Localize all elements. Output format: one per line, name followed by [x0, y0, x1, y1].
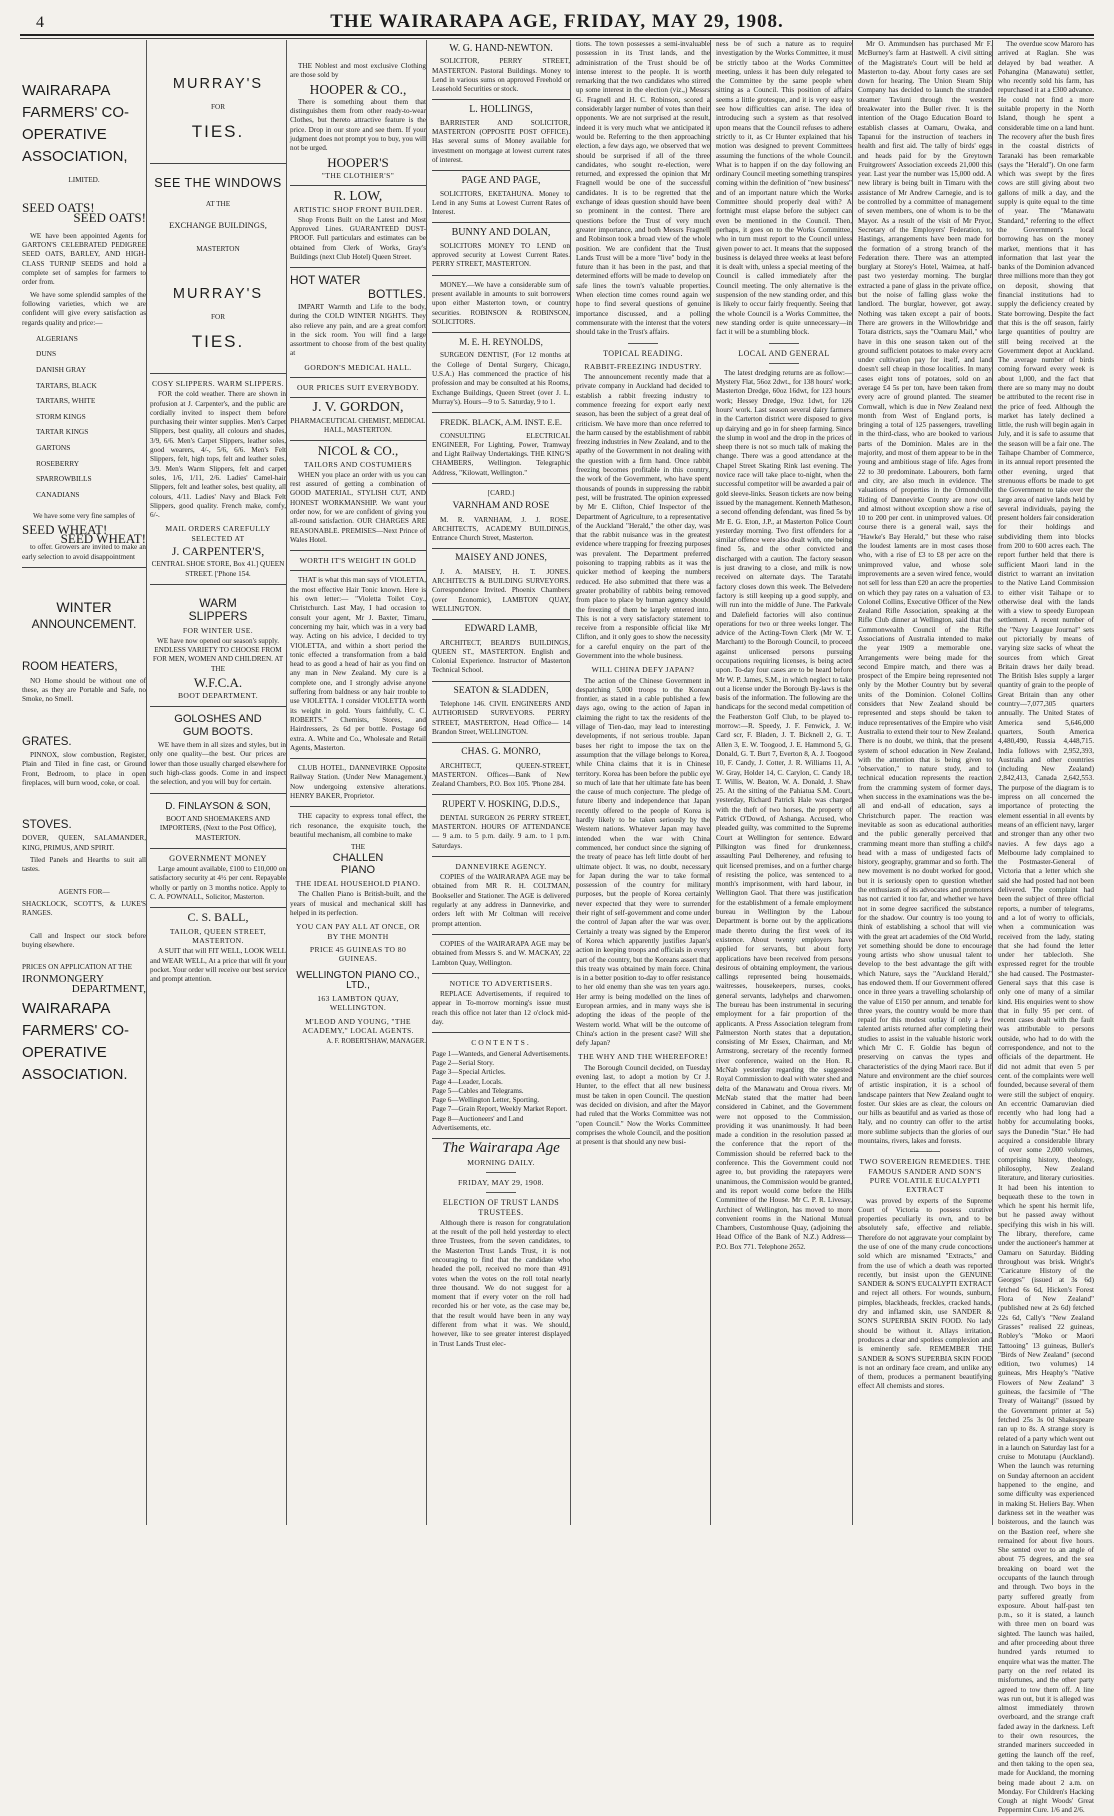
- masthead-rule: [20, 38, 1094, 39]
- local-agents-label: M'LEOD AND YOUNG, "THE ACADEMY," LOCAL AGENTS.: [302, 1016, 414, 1035]
- wfca-heading: W.F.C.A.: [193, 674, 243, 690]
- grates-text: PINNOX, slow combustion, Register, Plain and Tiled in fine cast, or Ground Front, Bedroom, to place in open fireplaces, will burn wood, coke, or coal.: [22, 750, 146, 787]
- farmers-association-footer: WAIRARAPA FARMERS' CO-OPERATIVE ASSOCIATION.: [22, 1000, 130, 1083]
- list-item: Page 5—Cables and Telegrams.: [432, 1086, 524, 1095]
- nicol-heading: NICOL & CO.,: [317, 443, 399, 459]
- why-heading: THE WHY AND THE WHEREFORE!: [578, 1052, 708, 1062]
- list-item: Page 4—Leader, Locals.: [432, 1077, 503, 1086]
- gov-money-heading: GOVERNMENT MONEY: [169, 853, 267, 863]
- list-item: Page 3—Special Articles.: [432, 1068, 506, 1077]
- limited-label: LIMITED.: [68, 176, 100, 184]
- room-heaters-heading: ROOM HEATERS,: [22, 661, 118, 674]
- farmers-association-heading: WAIRARAPA FARMERS' CO-OPERATIVE ASSOCIATION,: [22, 82, 130, 165]
- murrays-heading-2: MURRAY'S: [172, 286, 264, 303]
- finlayson-heading: D. FINLAYSON & SON,: [165, 800, 271, 812]
- worth-heading: WORTH IT'S WEIGHT IN GOLD: [299, 556, 417, 566]
- dannevirke-heading: DANNEVIRKE AGENCY.: [455, 861, 547, 871]
- varnham-text: M. R. VARNHAM, J. J. ROSE. ARCHITECTS, ACADEMY BUILDINGS, Entrance Church Street, Masterton.: [432, 515, 570, 543]
- maisey-heading: MAISEY AND JONES,: [455, 553, 547, 564]
- page-heading: PAGE AND PAGE,: [461, 175, 541, 187]
- why-text: The Borough Council decided, on Tuesday evening last, to adopt a motion by Cr J. Hunter, to the effect that all new business must be taken in open Council. The question was decided on division, and after the Mayor had ruled that the Works Committee was not "open Council." Now the Works Committee comprises the whole Council, and the position at present is that should any new busi-: [576, 1063, 710, 1147]
- hoopers-heading: HOOPER'S: [327, 154, 389, 170]
- clothiers-label: "THE CLOTHIER'S": [321, 170, 395, 180]
- ball-text: A SUIT that will FIT WELL, LOOK WELL and WEAR WELL, At a price that will fit your pocket. Your order will receive our best service and prompt attention.: [150, 947, 286, 984]
- bottles-text: IMPART Warmth and Life to the body, during the COLD WINTER NIGHTS. They also relieve any pain, and are a great comfort in the sick room. You will find a large assortment to choose from of the best quality at: [290, 302, 426, 358]
- challen-subheading: THE IDEAL HOUSEHOLD PIANO.: [295, 879, 421, 889]
- list-item: GARTONS: [36, 443, 71, 453]
- column-2: [150, 40, 287, 1525]
- lambton-address: 163 LAMBTON QUAY, WELLINGTON.: [317, 994, 399, 1013]
- gordons-hall-label: GORDON'S MEDICAL HALL.: [304, 362, 412, 372]
- list-item: TARTAR KINGS: [36, 427, 89, 437]
- ball-heading: C. S. BALL,: [187, 910, 249, 925]
- seaton-text: Telephone 146. CIVIL ENGINEERS AND AUTHORISED SURVEYORS. PERRY STREET, MASTERTON, Head Office— 14 Brandon Street, WELLINGTON.: [432, 700, 570, 736]
- winter-heading: WINTER: [56, 598, 112, 615]
- election-text: Although there is reason for congratulation at the result of the poll held yesterday to elect three Trustees, from the seven candidates, to the Masterton Trust Lands Trust, it is not encouraging to find that the candidate who headed the poll, received no more than 491 votes when the votes on the roll total nearly three thousand. We do not suggest for a moment that if every voter on the roll had recorded his or her vote, as the case may be, that the result would have been in any way different from what it was. We should, however, like to see greater interest displayed in Trust Lands Trust elec-: [432, 1218, 570, 1348]
- column-1: [22, 40, 147, 1525]
- seed-wheat-heading-1: SEED WHEAT!: [22, 521, 108, 537]
- exchange-buildings-label: EXCHANGE BUILDINGS,: [169, 220, 267, 231]
- hosking-heading: RUPERT V. HOSKING, D.D.S.,: [442, 799, 560, 810]
- column-8: [998, 40, 1094, 1815]
- for-label-1: FOR: [211, 103, 225, 112]
- election-heading: ELECTION OF TRUST LANDS TRUSTEES.: [442, 1198, 560, 1217]
- murrays-heading-1: MURRAY'S: [172, 76, 264, 92]
- challen-text: THE capacity to express tonal effect, the rich resonance, the exquisite touch, the beautiful mechanism, all combine to make: [290, 812, 426, 839]
- finlayson-text: BOOT AND SHOEMAKERS AND IMPORTERS, (Next to the Post Office), MASTERTON.: [159, 814, 277, 842]
- hooper-heading: HOOPER & CO.,: [309, 81, 407, 97]
- china-heading: WILL CHINA DEFY JAPAN?: [591, 665, 695, 675]
- warm-heading: WARM: [199, 595, 237, 610]
- list-item: TARTARS, BLACK: [36, 380, 97, 390]
- bottles-heading: BOTTLES.: [367, 286, 426, 301]
- masterton-label: MASTERTON: [196, 244, 240, 253]
- list-item: DANISH GRAY: [36, 365, 87, 375]
- contents-heading: CONTENTS.: [471, 1038, 531, 1048]
- goloshes-text: WE have them in all sizes and styles, but in only one quality—the best. Our prices are lower than those usually charged elsewhere for such high-class goods. Come in and inspect the selection, and you will buy for certain.: [150, 741, 286, 787]
- low-heading: R. LOW,: [333, 188, 383, 204]
- bunny-heading: BUNNY AND DOLAN,: [451, 227, 551, 239]
- piano-heading: PIANO: [340, 863, 376, 876]
- lamb-text: ARCHITECT, BEARD'S BUILDINGS, QUEEN ST., MASTERTON. English and Colonial Experience. Instructor of Masterton Technical School.: [432, 638, 570, 675]
- rabbit-heading: RABBIT-FREEZING INDUSTRY.: [584, 361, 702, 371]
- news-items-text-2: The overdue scow Maroro has arrived at Raglan. She was delayed by bad weather. A Pohangina (Manawatu) settler, who recently sold his farm, has repurchased it at a £300 advance. He could not find a more suitable property in the North Island, though he spent a considerable time on a land hunt. The recovery after the bush fires in the coastal districts of Taranaki has been remarkable (says the "Herald"). On one farm which was swept by the fires cows are still giving about two gallons of milk a day, and the supply is quite equal to the time of year. The "Manawatu Standard," referring to the effect the Government's local borrowing has on the money market, mentions that it has information that last year the banks of the Dominion advanced three millions more than they got on deposit, showing that financial institutions had to supply the deficiency created by State borrowing. Despite the fact that this is the off season, fairly large quantities of poultry are still being received at the Government depot at Auckland. The average number of birds coming forward every week is about 1,000, and the fact that there are so many may no doubt be attributed to the recent rise in the price of feed. Although the market has lately declined a little, the rush will begin again in July, and it is safe to assume that the season will be a fair one. The Taihape Chamber of Commerce, in its annual report presented the other evening, urged that strenuous efforts be made to get the Government to take over the large area of native lands held by several individuals, paying the present holders fair consideration for their holdings and subdividing them into blocks from 200 to 600 acres each. The report further held that there is sufficient Maori land in the district to warrant an invitation to the Native Land Commission to either visit Taihape or to otherwise deal with the lands with a view to speedy European settlement. A recent number of the "Navy League Journal" sets out pictorially by means of varying size sacks of wheat the sources from which Great Britain draws her daily bread. The British Isles supply a larger quantity of grain to the people of Great Britain than any other country—7,077,305 quarters annually. The United States of America send 5,646,000 quarters, South America 4,480,490, Russia 4,448,715. India follows with 2,952,393, Australia and other countries (including New Zealand) 2,842,413, Canada 2,642,553. The purpose of the diagram is to impress on all concerned the importance of protecting the element essential in all events by means of an efficient navy, larger and stronger than any other two navies. A few days ago a Melbourne lady complained to the Postmaster-General of Victoria that a letter which she said she had posted had not been delivered. The complaint had been the subject of three official reports, a number of telegrams, and a lot of worry to officials, when a communication was received from the lady, stating that she had found the letter under her tablecloth. She expressed regret for the trouble she had caused. The Postmaster-General says that this case is only one of many of a similar kind. His enquiries went to show that in fully 95 per cent. of recent cases dealt with the fault was attributable to persons outside, who had to do with the correspondence, and not to the officials of the department. He did not admit that even 5 per cent. of the complaints were well founded, because several of them were still the subject of enquiry. An eccentric Oamaruvian died recently who had long had a hobby for accumulating books, says the Dunedin "Star." He had acquired a considerable library of over some 2,000 volumes, comprising history, theology, philosophy, New Zealand literature, and literary curiosities. It had been his intention to bequeath these to the town in which he spent his hermit life, but he passed away without specifying this wish in his will. The library, therefore, came under the auctioneer's hammer at Oamaru on Saturday. Bidding throughout was brisk. Wright's "Caricature History of the Georges" (issued at 3s 6d) fetched 6s 6d, Hicken's Forest Flora of New Zealand" (published new at 2s 6d) fetched 22s 6d, Cally's "New Zealand Grasses" realised 22 guineas, Robley's "Moko or Maori Tattooing" 13 guineas, Buller's "Birds of New Zealand" (second edition, two volumes) 14 guineas, Mrs Heaphy's "Native Flowers of New Zealand" 3 guineas, the facsimile of "The Treaty of Waitangi" (issued by the Government printer at 5s) fetched 25s 3s 0d Shakespeare ran up to 8s. A strange story is related of a party which went out in a launch on Saturday last for a cruise to Motutapu (Auckland). When the launch was returning on Sunday afternoon an accident happened to the engine, and some difficulty was experienced in making St. Heliers Bay. When darkness set in the weather was boisterous, and the launch was on the Bastion reef, where she remained for about five hours. She sented over to an angle of about 75 degrees, and the sea breaking on board wet the occupants of the launch through and through. Two boys in the party suffered greatly from exposure. About half-past ten p.m., so it is stated, a launch with three men on board was sighted. The launch was hailed, and after proceeding about three hundred yards returned to enquire what was the matter. The party on the reef related its misfortunes, and the other party agreed to tow them off. A line was run out, but it is alleged was almost immediately thrown overboard, and the strange craft faded away in the darkness. Left to their own resources, the stranded mariners succeeded in getting the launch off the reef, and then taking to the open sea, made for Auckland, the morning being made about 2 a.m. on Monday. For Children's Hacking Cough at night Woods' Great Peppermint Cure. 1/6 and 2/6.: [998, 40, 1094, 1815]
- list-item: Page 8—Auctioneers' and Land Advertisements, etc.: [432, 1114, 524, 1133]
- list-item: DUNS: [36, 349, 57, 359]
- list-item: CANADIANS: [36, 489, 80, 499]
- slippers-text: FOR the cold weather. There are shown in profusion at J. Carpenter's, and the public are cordially invited to inspect them before purchasing their winter supplies. Men's Carpet Slippers, best quality, all colours and shades, 3/9, 6/6. Men's Carpet Slippers, leather soles, good wearers, 4/-, 5/6, 6/6. Men's Felt Slippers, felt, high tops, felt and leather soles, 3/9. Men's Warm Slippers, felt and carpet soles, 1/6, 1/11, 2/6. Ladies' Camel-hair Slippers, felt and leather soles, best quality, all colours, 4/11. Ladies' Navy and Black Felt Slippers, good quality. French make, comfy, 6/-.: [150, 390, 286, 520]
- room-heaters-text: NO Home should be without one of these, as they are Portable and Safe, no Smoke, no Smell.: [22, 676, 146, 704]
- local-general-text: The latest dredging returns are as follow:—Mystery Flat, 56oz 2dwt., for 138 hours' work; Masterton Dredge, 60oz 16dwt, for 123 hours' work; Hessey Dredge, 19oz 1dwt, for 126 hours' work. Last season several dairy farmers in the Carterton district were disposed to give up dairying and go in for sheep farming. Since the slump in wool and the drop in the prices of sheep there is not so much talk of making the change. There was a good attendance at the Chapel Street Skating Rink last evening. The novice race will take place to-night, when the successful competitor will be awarded a pair of gold sleeve-links. Season tickets are now being issued by the management. Kenneth Matheson, a second offending defendant, was fined 5s by Mr E. G. Eton, J.P., at Masterton Police Court yesterday morning. Two first offenders for a similar offence were also dealt with, one being fined 5s, and the other convicted and discharged with a caution. The factory season is just drawing to a close, and milk is now received on alternate days. The Taratahi factory closes down this week. The Belvedere factory is still keeping up a good supply, and will run into the middle of June. The Parkvale and Dalefield factories will also continue operations for two or three weeks longer. The advice of the Acting-Town Clerk (Mr W. T. Marchant) to the Borough Council, to proceed against unlicensed persons pursuing occupations requiring licenses, is being acted upon. To-day four cases are to be heard before Mr W. P. James, S.M., in which neglect to take out a license under the Borough By-laws is the basis of the information. The following are the handicaps for the second medal competition of the Featherston Golf Club, to be played to-morrow:—R. Speedy, J. F. Fenwick, J. W. Card scr, F. Bladen, J. T. Bicknell 2, G. T. Allen 3, E. W. Toogood, J. E. Hammond 5, G. Donald, G. T. Burt 7, Everton 8, A. J. Toogood 10, F. Candy, J. Cotter, J. R. Williams 11, A. W. Gray, Holder 14, C. Carylon, C. Candy 18, T. Willis, W. Beaton, W. A. Donald, J. Shaw 25. At the sitting of the Pahiatua S.M. Court, yesterday, Richard Patrick Hale was charged with the theft of two horses, the property of Patrick O'Dowd, of Ashanga. Accused, who pleaded guilty, was committed to the Supreme Court at Wellington for sentence. Edward Pilkington was fined for drunkenness, assaulting Paul Delhereney, and refusing to quit licensed premises, and on a further charge of resisting the police, was sentenced to a month's imprisonment, with hard labour, in Wellington Gaol. That there was justification for the establishment of a female employment bureau in Wellington by the Labour Department is borne out by the applications made thereto during the first week of its existence. About twenty employers have applied for servants, but about forty applications have been received from persons desirous of obtaining employment, the various callings represented being housemaids, waitresses, housekeepers, nurses, cooks, general servants, ladyhelps and charwomen. The bureau has been instrumental in securing employment for a fair proportion of the applicants. A Press Association telegram from Palmerston North states that a deputation, consisting of Mr Essex, Chairman, and Mr Armstrong, secretary of the recently formed river conference, waited on the Hon. R. McNab yesterday regarding the suggested Royal Commission to deal with water shed and delta of the Manawatu and Oroua rivers. Mr McNab stated that the matter had been considered in Cabinet, and the Government were not opposed to the Commission, providing it was unanimously. It had been made a condition in the resolution passed at the conference that the report of the Commission should be referred back to the conference. This the Government could not agree to, but providing the ratepayers were unanimous, the Commission would be granted, and its report would come before the Hills Committee of the House. Mr C. P. R. Livesay, Architect of Wellington, has moved to more convenient rooms in the National Mutual Chambers, Customhouse Quay, (adjoining the Head Office of the Bank of N.Z.) Address—P.O. Box 771. Telephone 2652.: [716, 368, 852, 1251]
- wheat-text: We have some very fine samples of: [32, 512, 135, 521]
- column-3: [290, 40, 427, 1525]
- page-title: THE WAIRARAPA AGE, FRIDAY, MAY 29, 1908.: [330, 11, 784, 32]
- inspect-text: Call and Inspect our stock before buying elsewhere.: [22, 931, 146, 949]
- column-6: [716, 40, 853, 1525]
- hosking-text: DENTAL SURGEON 26 PERRY STREET, MASTERTON. HOURS OF ATTENDANCE— 9 a.m. to 5 p.m. daily. 9 a.m. to 1 p.m. Saturdays.: [432, 813, 570, 850]
- seed-oats-heading-1: SEED OATS!: [22, 200, 95, 216]
- date-label: FRIDAY, MAY 29, 1908.: [458, 1177, 544, 1187]
- see-windows-heading: SEE THE WINDOWS: [154, 175, 282, 190]
- lamb-heading: EDWARD LAMB,: [464, 624, 538, 635]
- grates-heading: GRATES.: [22, 735, 72, 748]
- manager-signature: A. F. ROBERTSHAW, MANAGER.: [326, 1038, 426, 1046]
- list-item: ALGERIANS: [36, 333, 78, 343]
- ties-heading-2: TIES.: [191, 331, 245, 351]
- gov-money-text: Large amount available, £100 to £10,000 on satisfactory security at 4½ per cent. Repayable wholly or partly on 3 months notice. Apply to C. A. POWNALL, Solicitor, Masterton.: [150, 865, 286, 902]
- remedies-heading: TWO SOVEREIGN REMEDIES. THE FAMOUS SANDER AND SON'S PURE VOLATILE EUCALYPTI EXTRACT: [859, 1157, 991, 1195]
- notice-text: REPLACE Advertisements, if required to appear in To-morrow morning's issue must reach this office not later than 12 o'clock mid-day.: [432, 990, 570, 1027]
- slippers-heading-2: SLIPPERS: [188, 609, 248, 624]
- list-item: SPARROWBILLS: [36, 474, 92, 484]
- slippers-heading: COSY SLIPPERS. WARM SLIPPERS.: [151, 378, 285, 388]
- maisey-text: J. A. MAISEY, H. T. JONES. ARCHITECTS & BUILDING SURVEYORS. Correspondence Invited. Phoenix Chambers (over Economic), LAMBTON QUAY, WELLINGTON.: [432, 567, 570, 613]
- list-item: Page 6—Wellington Letter, Sporting.: [432, 1096, 540, 1105]
- violetta-text: THAT is what this man says of VIOLETTA, the most effective Hair Tonic known. Here is his own letter:— "Violetta Toilet Coy., Christchurch. Last May, I had occasion to consult your agent, Mr J. Baxter, Timaru, concerning my hair, which was in a very bad way. Acting on his advice, I decided to try VIOLETTA, and within a short period the tonic effected a transformation from a bald head to as good a head of hair as you find on any man in New Zealand. My cure is a complete one, and I strongly advise anyone suffering from baldness or any hair trouble to use VIOLETTA. I consider VIOLETTA worth its weight in gold. Yours faithfully, C. C. ROBERTS." Chemists, Stores, and Hairdressers, 2s 6d per bottle. Postage 6d extra. A. White and Co., Wholesale and Retail Agents, Masterton.: [290, 576, 426, 752]
- hand-newton-text: SOLICITOR, PERRY STREET, MASTERTON. Pastoral Buildings. Money to Lend in various sums on approved Freehold or Leasehold Securities or stock.: [432, 57, 570, 94]
- wfca-text: WE have now opened our season's supply. ENDLESS VARIETY TO CHOOSE FROM FOR MEN, WOMEN AND CHILDREN. AT THE: [152, 636, 284, 673]
- challen-heading: CHALLEN: [332, 852, 384, 865]
- rabbit-text: The announcement recently made that a private company in Auckland had decided to establish a rabbit freezing industry to commence freezing for export early next season, has been the subject of a great deal of criticism. We have more than once referred to the harm caused by the establishment of rabbit freezing industries in New Zealand, and to the apathy of the Government in not dealing with the question with a firm hand. Once rabbit freezing becomes profitable in this country, the work of the Government, who have spent thousands of pounds in suppressing the rabbit pest, will be frustrated. The opinion expressed by Mr E. Clifton, Chief Inspector of the Department of Agriculture, to a representative of the Auckland "Herald," the other day, was that the rabbit nuisance was in the greatest evidence where trapping for freezing purposes was prevalent. The Department preferred poisoning to trapping rabbits as it was the quicker method of keeping the numbers reduced. He also submitted that there was a greater probability of rabbits being removed from place to place by human agency should the freezing of them be largely entered into. This is not a very satisfactory statement to receive from a responsible official like Mr Clifton, and it only goes to show the necessity for a careful enquiry on the part of the Government into the whole business.: [576, 373, 710, 660]
- black-text: CONSULTING ELECTRICAL ENGINEER, For Lighting, Power, Tramway and Light Railway Undertakings. THE KING'S CHAMBERS, Wellington. Telegraphic Address, "Kilowatt, Wellington.": [432, 431, 570, 477]
- age-title: The Wairarapa Age: [442, 1140, 560, 1157]
- price-label: PRICE 45 GUINEAS TO 80 GUINEAS.: [309, 944, 407, 964]
- agents-text: WE have been appointed Agents for GARTON'S CELEBRATED PEDIGREE SEED OATS, BARLEY, AND HIGH-CLASS TURNIP SEEDS and hold a complete set of samples for farmers to order from.: [22, 231, 146, 287]
- china-text: The action of the Chinese Government in despatching 5,000 troops to the Korean frontier, as stated in a cable published a few days ago, owing to the action of Japan in claiming the right to tax the residents of the village of Tien-dao, may lead to interesting developments, if not serious trouble. Japan bases her right to impose the tax on the assumption that the village belongs to Korea, while China claims that it is in Chinese territory. Korea has been before the public eye so much of late that her ultimate fate has been the cause of much conjecture. The pledge of future liberty and independence that Japan recently offered to the people of Korea is hardly likely to be taken seriously by the Western nations. Whatever Japan may have intended when the war with China commenced, her conduct since the signing of the treaty of peace has left little doubt of her ultimate object. It was, no doubt, necessary for Japan during the war to take formal possession of the country for military purposes, but the people of Korea certainly never expected that they were to surrender their right of self-government and come under the control of Japan after the war was over. Certainly a treaty was signed by the Emperor of Korea which apparently justifies Japan's action in keeping troops and officials in every part of the country, but the Koreans assert that this treaty was obtained by main force. China is in a better position to-day to offer resistance to her old enemy than she was ten years ago. Her army is being modelled on the lines of European armies, and in many ways she is adopting the ideas of the people of the Western world. What will be the outcome of China's action in the present case? Will she defy Japan?: [576, 676, 710, 1048]
- masthead: [20, 8, 1094, 36]
- page-number: 4: [36, 14, 44, 31]
- hollings-text: BARRISTER AND SOLICITOR, MASTERTON (OPPOSITE POST OFFICE). Has several sums of Money available for investment on mortgage at lowest current rates of interest.: [432, 118, 570, 164]
- club-hotel-text: CLUB HOTEL, DANNEVIRKE Opposite Railway Station. (Under New Management.) Now undergoing extensive alterations. HENRY BAKER, Proprietor.: [290, 764, 426, 800]
- oat-varieties-list: [22, 331, 146, 503]
- notice-heading: NOTICE TO ADVERTISERS.: [449, 978, 553, 988]
- bunny-text: SOLICITORS MONEY TO LEND on approved security at Lowest Current Rates. PERRY STREET, MASTERTON.: [432, 241, 570, 269]
- low-text: Shop Fronts Built on the Latest and Most Approved Lines. GUARANTEED DUST-PROOF. Full particulars and estimates can be obtained from Clerk of Works, Gray's Buildings (next Club Hotel) Queen Street.: [290, 215, 426, 262]
- column-4: [432, 40, 571, 1525]
- carpenter-heading: J. CARPENTER'S,: [171, 544, 265, 559]
- agents-for-label: AGENTS FOR—: [58, 887, 110, 896]
- gordon-heading: J. V. GORDON,: [312, 400, 404, 416]
- money-text: MONEY.—We have a considerable sum of present available in amounts to suit borrowers upon either Masterton town, or country securities. ROBINSON & ROBINSON, SOLICITORS.: [432, 280, 570, 326]
- winter-use-label: FOR WINTER USE.: [182, 625, 254, 635]
- boot-department-label: BOOT DEPARTMENT.: [177, 691, 259, 701]
- varnham-heading: VARNHAM AND ROSE: [452, 501, 550, 512]
- gordon-subheading: PHARMACEUTICAL CHEMIST, MEDICAL HALL, MASTERTON.: [290, 416, 426, 434]
- news-items-text: Mr O. Ammundsen has purchased Mr F. McBurney's farm at Hastwell. A civil sitting of the Magistrate's Court will be held at Masterton to-day. About forty cases are set down for hearing. The Union Steam Ship Company has decided to launch the stranded steamer Taviuni through the western breakwater into the Buller river. It is the intention of the Otago Education Board to establish classes at Oamaru, Owaka, and Tapanui for the instruction of teachers in health and first aid. The tally of birds' eggs and heads paid for by the Greytown Fruitgrowers' Association exceeds 21,000 this year. Last year the number was 15,000 odd. A new library is being built in Timaru with the assistance of Mr Andrew Carnegie, and is to be controlled by a committee of management of seven members, one of whom is to be the Mayor. As a result of the visit of Mr Pryor, Secretary of the Employers' Federation, to Hastings, arrangements have been made for the formation of a strong branch of the Federation there. There was an attempted burglary at Storey's Hotel, Waimea, at half-past two yesterday morning. The burglar extracted a pane of glass in the private office, but the noise of falling glass woke the landlord. The burglar, however, got away. Nothing was taken except a pair of boots. There are growers in the Willowbridge and Totara districts, says the "Oamaru Mail," who have in this one season taken out of the ground sufficient potatoes to make every acre under cultivation pay for itself, and land doesn't sell cheap in those localities. In many cases eight tons of potatoes, sold on an average £4 5s per ton, have been taken from every acre of ground planted. The steamer Cornwall, which is due in New Zealand next month from West of England ports, is bringing a total of 125 passengers, travelling in the third-class, who are booked to various parts of the Dominion. Males are in the majority, and most of them appear to be in the young and ambitious stage of life. Ages from 22 to 30 predominate. Labourers, both farm and city, are also much in evidence. The valuations of properties in the Ormondville Riding of Dannevirke County are now out, and almost without exception show a rise of 10 to 200 per cent. in unimproved values. Of course there is a general wail, says the "Hawke's Bay Herald," but these who raise the loudest laments are in most cases those who, with a rise of £3 to £8 per acre on the unimproved value, and whose sole improvements are a seven wired fence, would not sell for less than £20 an acre the properties on which they pay rates on a valuation of £3. Colonel Collins, Executive Officer of the New Zealand Rifle Association, speaking at the Rifle Club dinner at Wellington, said that the Commonwealth Council of the Rifle Associations of Australia intended to make the year 1909 a memorable one. Arrangements were being made for the second Empire match, and there was a prospect of the Empire being represented not only by the Mother Country but by several units of the Dominion. Colonel Collins considers that New Zealand should be represented and steps should be taken to induce representatives of the Empire who visit Australia to extend their tour to New Zealand. There is no doubt, we think, that the present system of school education in New Zealand, with the attention that is being given to "observation," to nature study, and to technical education represents the reaction from the cramming system of former days, when success in the examinations was the be-all and end-all of education, says a Christchurch paper. The reaction was inevitable as soon as educational authorities and the public generally perceived that cramming meant more than stuffing a child's head with a mass of undigested facts of history, geography, grammar and so forth. The new movement is no doubt worked for good, but it is seriously open to question whether the enthusiasm of its advocates and promoters has not carried it too far, and whether we have not in some degree sacrificed the substance for the shadow. Our country is too young to think of establishing a school that will vie with the great art academies of the Old World, yet something should be done to encourage young artists who show unusual talent to develop to the best advantage the gift with which Nature, says the "Auckland Herald," has endowed them. If our Government offered once in three years a travelling scholarship of the value of £150 per annum, and tenable for three years, the country would be more than repaid for this modest outlay if only a few talented artists returned after completing their studies to assist in the valuable historic work which Mr C. F. Goldie has begun of preserving on canvas the types and characteristics of the dying Maori race. But if Nature and environment are the chief sources of artistic inspiration, it is a school of landscape painters that New Zealand ought to foster. Our skies are as clear, the colours on our hills as beautiful and as varied as those of Italy, and no country can offer to the artist more sublime subjects than the glories of our mountains, rivers, lakes and forests.: [858, 40, 992, 1146]
- at-the-label: AT THE: [205, 200, 231, 209]
- monro-text: ARCHITECT, QUEEN-STREET, MASTERTON. Offices—Bank of New Zealand Chambers, P.O. Box 105. 'Phone 284.: [432, 761, 570, 789]
- mail-orders-label: MAIL ORDERS CAREFULLY SELECTED AT: [165, 524, 271, 543]
- wheat-order-text: to offer. Growers are invited to make an early selection to avoid disappointment: [22, 543, 146, 561]
- seed-wheat-heading-2: SEED WHEAT!: [60, 530, 146, 546]
- list-item: TARTARS, WHITE: [36, 396, 96, 406]
- page-text: SOLICITORS, EKETAHUNA. Money to Lend in any Sums at Lowest Current Rates of Interest.: [432, 189, 570, 217]
- ties-heading-1: TIES.: [191, 121, 245, 141]
- list-item: STORM KINGS: [36, 411, 86, 421]
- low-subheading: ARTISTIC SHOP FRONT BUILDER.: [293, 204, 423, 214]
- list-item: Page 2—Serial Story.: [432, 1058, 495, 1067]
- reynolds-text: SURGEON DENTIST, (For 12 months at the College of Dental Surgery, Chicago, U.S.A.) Has commenced the practice of his profession and may be consulted at his Rooms, Exchange Buildings, Queen Street (over J. L. Murray's). Hours—9 to 5. Saturday, 9 to 1.: [432, 351, 570, 406]
- ironmongery-heading: IRONMONGERY: [22, 973, 104, 986]
- list-item: ROSEBERRY: [36, 458, 80, 468]
- challen-body: The Challen Piano is British-built, and the years of musical and mechanical skill has helped in its perfection.: [290, 890, 426, 917]
- black-heading: FREDK. BLACK, A.M. INST. E.E.: [440, 417, 562, 428]
- carpenter-address: CENTRAL SHOE STORE, Box 41.] QUEEN STREET. ['Phone 154.: [151, 560, 285, 578]
- monro-heading: CHAS. G. MONRO,: [461, 747, 541, 758]
- list-item: Page 1—Wanteds, and General Advertisements.: [432, 1049, 570, 1058]
- morning-daily-label: MORNING DAILY.: [467, 1157, 535, 1167]
- nicol-text: WHEN you place an order with us you can rest assured of getting a combination of GOOD MATERIAL, STYLISH CUT, AND HONEST WORKMANSHIP. We want your order now, for we are confident of giving you all-round satisfaction. OUR CHARGES ARE REASONABLE. PREMISES—Next Prince of Wales Hotel.: [290, 470, 426, 544]
- prices-text: PRICES ON APPLICATION AT THE: [22, 963, 132, 972]
- department-heading: DEPARTMENT,: [71, 982, 146, 995]
- hooper-text: There is something about them that distinguishes them from other ready-to-wear Clothes, but thereto attractive feature is the price. Drop in our store and see them. If your judgment does not prompt you to buy, you will not be urged.: [290, 97, 426, 153]
- goloshes-heading: GOLOSHES AND: [174, 712, 262, 725]
- seed-oats-heading-2: SEED OATS!: [73, 209, 146, 225]
- reynolds-heading: M. E. H. REYNOLDS,: [459, 337, 543, 348]
- stoves-text: DOVER, QUEEN, SALAMANDER, KING, PRIMUS, AND SPIRIT.: [22, 834, 146, 852]
- hooper-intro: THE Noblest and most exclusive Clothing are those sold by: [290, 62, 426, 80]
- copies-text: COPIES of the WAIRARAPA AGE may be obtained from Messrs S. and W. MACKAY, 22 Lambton Quay, Wellington.: [432, 939, 570, 967]
- for-label-2: FOR: [211, 313, 225, 322]
- column-7: [858, 40, 993, 1525]
- dannevirke-text: COPIES of the WAIRARAPA AGE may be obtained from MR R. H. COLTMAN, Bookseller and Stationer. The AGE is delivered regularly at any address in Dannevirke, and orders left with Mr Coltman will receive prompt attention.: [432, 873, 570, 928]
- tiled-panels-text: Tiled Panels and Hearths to suit all tastes.: [22, 856, 146, 874]
- samples-text: We have some splendid samples of the following varieties, which we are confident will give every satisfaction as regards quality and price:—: [22, 290, 146, 327]
- pay-once-label: YOU CAN PAY ALL AT ONCE, OR BY THE MONTH: [295, 922, 421, 941]
- column-5: [576, 40, 711, 1525]
- remedies-text: was proved by experts of the Supreme Court of Victoria to possess curative properties peculiarly its own, and to be absolutely safe, effective and reliable. Therefore do not aggravate your complaint by the use of one of the many crude concoctions sold which are misnamed "Extracts," and from the use of which a death was reported recently, but insist upon the GENUINE SANDER & SON'S EUCALYPTI EXTRACT and reject all others. For wounds, sunburn, pimples, blackheads, freckles, cracked hands, dry and inflamed skin, use SANDER & SON'S SUPERBIA SKIN FOOD. No lady should be without it. Allays irritation, produces a clear and spotless complexion and is eminently safe. REMEMBER THE SANDER & SON'S SUPERBIA SKIN FOOD is not an ordinary face cream, and unlike any of them, produces a permanent beautifying effect All chemists and stores.: [858, 1196, 992, 1391]
- gum-boots-heading: GUM BOOTS.: [182, 725, 254, 738]
- contents-list: [432, 1050, 570, 1134]
- why-continued: ness be of such a nature as to require investigation by the Works Committee, it must be strictly taboo at the Works Committee meeting, unless it has been duly relegated to the Committee by the same people when sitting as a Council. This position of affairs seems a little grotesque, and it is very easy to see how difficulties can arise. The idea of introducing such a system as that resolved upon means that the Council refuses to adhere strictly to it, as Cr Hunter explained that his motion was designed to prevent Committees assuming the functions of the whole Council. What is to happen if on the day following an ordinary Council meeting something transpires coming within the definition of "new business" and of an important nature which the Works Committee should properly deal with? A fortnight must elapse before the subject can even be mentioned in the Council. Then, perhaps, it goes on to the Works Committee, who in turn must report to the Council unless given power to act. It means that the supposed business is delayed three weeks at least before it is dealt with, unless a special meeting of the Council is called immediately after the Council meeting. The only alternative is the suspension of the new standing order, and this is likely to occur fairly frequently. Seeing that the whole Council is a Works Committee, the new standing order is quite unnecessary—in fact it will be a stumbling block.: [716, 40, 852, 337]
- ranges-text: SHACKLOCK, SCOTT'S, & LUKE'S RANGES.: [22, 899, 146, 918]
- seaton-heading: SEATON & SLADDEN,: [453, 685, 549, 696]
- list-item: Page 7—Grain Report, Weekly Market Report.: [432, 1105, 568, 1114]
- hollings-heading: L. HOLLINGS,: [469, 104, 533, 116]
- stoves-heading: STOVES.: [22, 819, 72, 832]
- hand-newton-heading: W. G. HAND-NEWTON.: [449, 43, 553, 54]
- the-label: THE: [351, 843, 365, 852]
- nicol-subheading: TAILORS AND COSTUMIERS: [303, 459, 413, 469]
- wellington-piano-heading: WELLINGTON PIANO CO., LTD.,: [296, 970, 420, 991]
- election-continued: tions. The town possesses a semi-invaluable possession in its Trust lands, and the administration of the Trust should be of intense interest to the people. It is worth remarking that the two candidates who stirred up some interest in the election (viz.,) Messrs G. Fragnell and H. C. Robinson, scored a considerably larger number of votes than their opponents. We are not surprised at the result, indeed it is very much what we anticipated it would be. Referring to the then approaching election, a few days ago, we observed that we should be surprised if all of the three candidates, who sought re-election, were returned, and expressed the opinion that Mr Fragnell would be one of the successful candidates. It is to be regretted that the exchange of ideas question should have been so prominent in the contest. There are questions before the Trust of very much greater importance, and both Messrs Fragnell and Robinson took a broad view of the whole position. We are confident that the Trust Lands Trust will be a more "live" body in the future than it has been in the past, and that determined efforts will be made to develop on safe lines the town's valuable properties. When election time comes round again we hope to find several questions of genuine importance discussed, and a polling commensurate with the interest that the voters should take in the Trust's affairs.: [576, 40, 710, 337]
- hot-water-heading: HOT WATER: [290, 273, 361, 288]
- card-label: [CARD.]: [487, 488, 515, 497]
- announcement-heading: ANNOUNCEMENT.: [31, 617, 137, 632]
- local-general-heading: LOCAL AND GENERAL: [738, 348, 830, 358]
- topical-heading: TOPICAL READING.: [603, 348, 683, 358]
- ball-subheading: TAILOR, QUEEN STREET, MASTERTON.: [169, 926, 267, 945]
- prices-suit-label: OUR PRICES SUIT EVERYBODY.: [297, 383, 419, 393]
